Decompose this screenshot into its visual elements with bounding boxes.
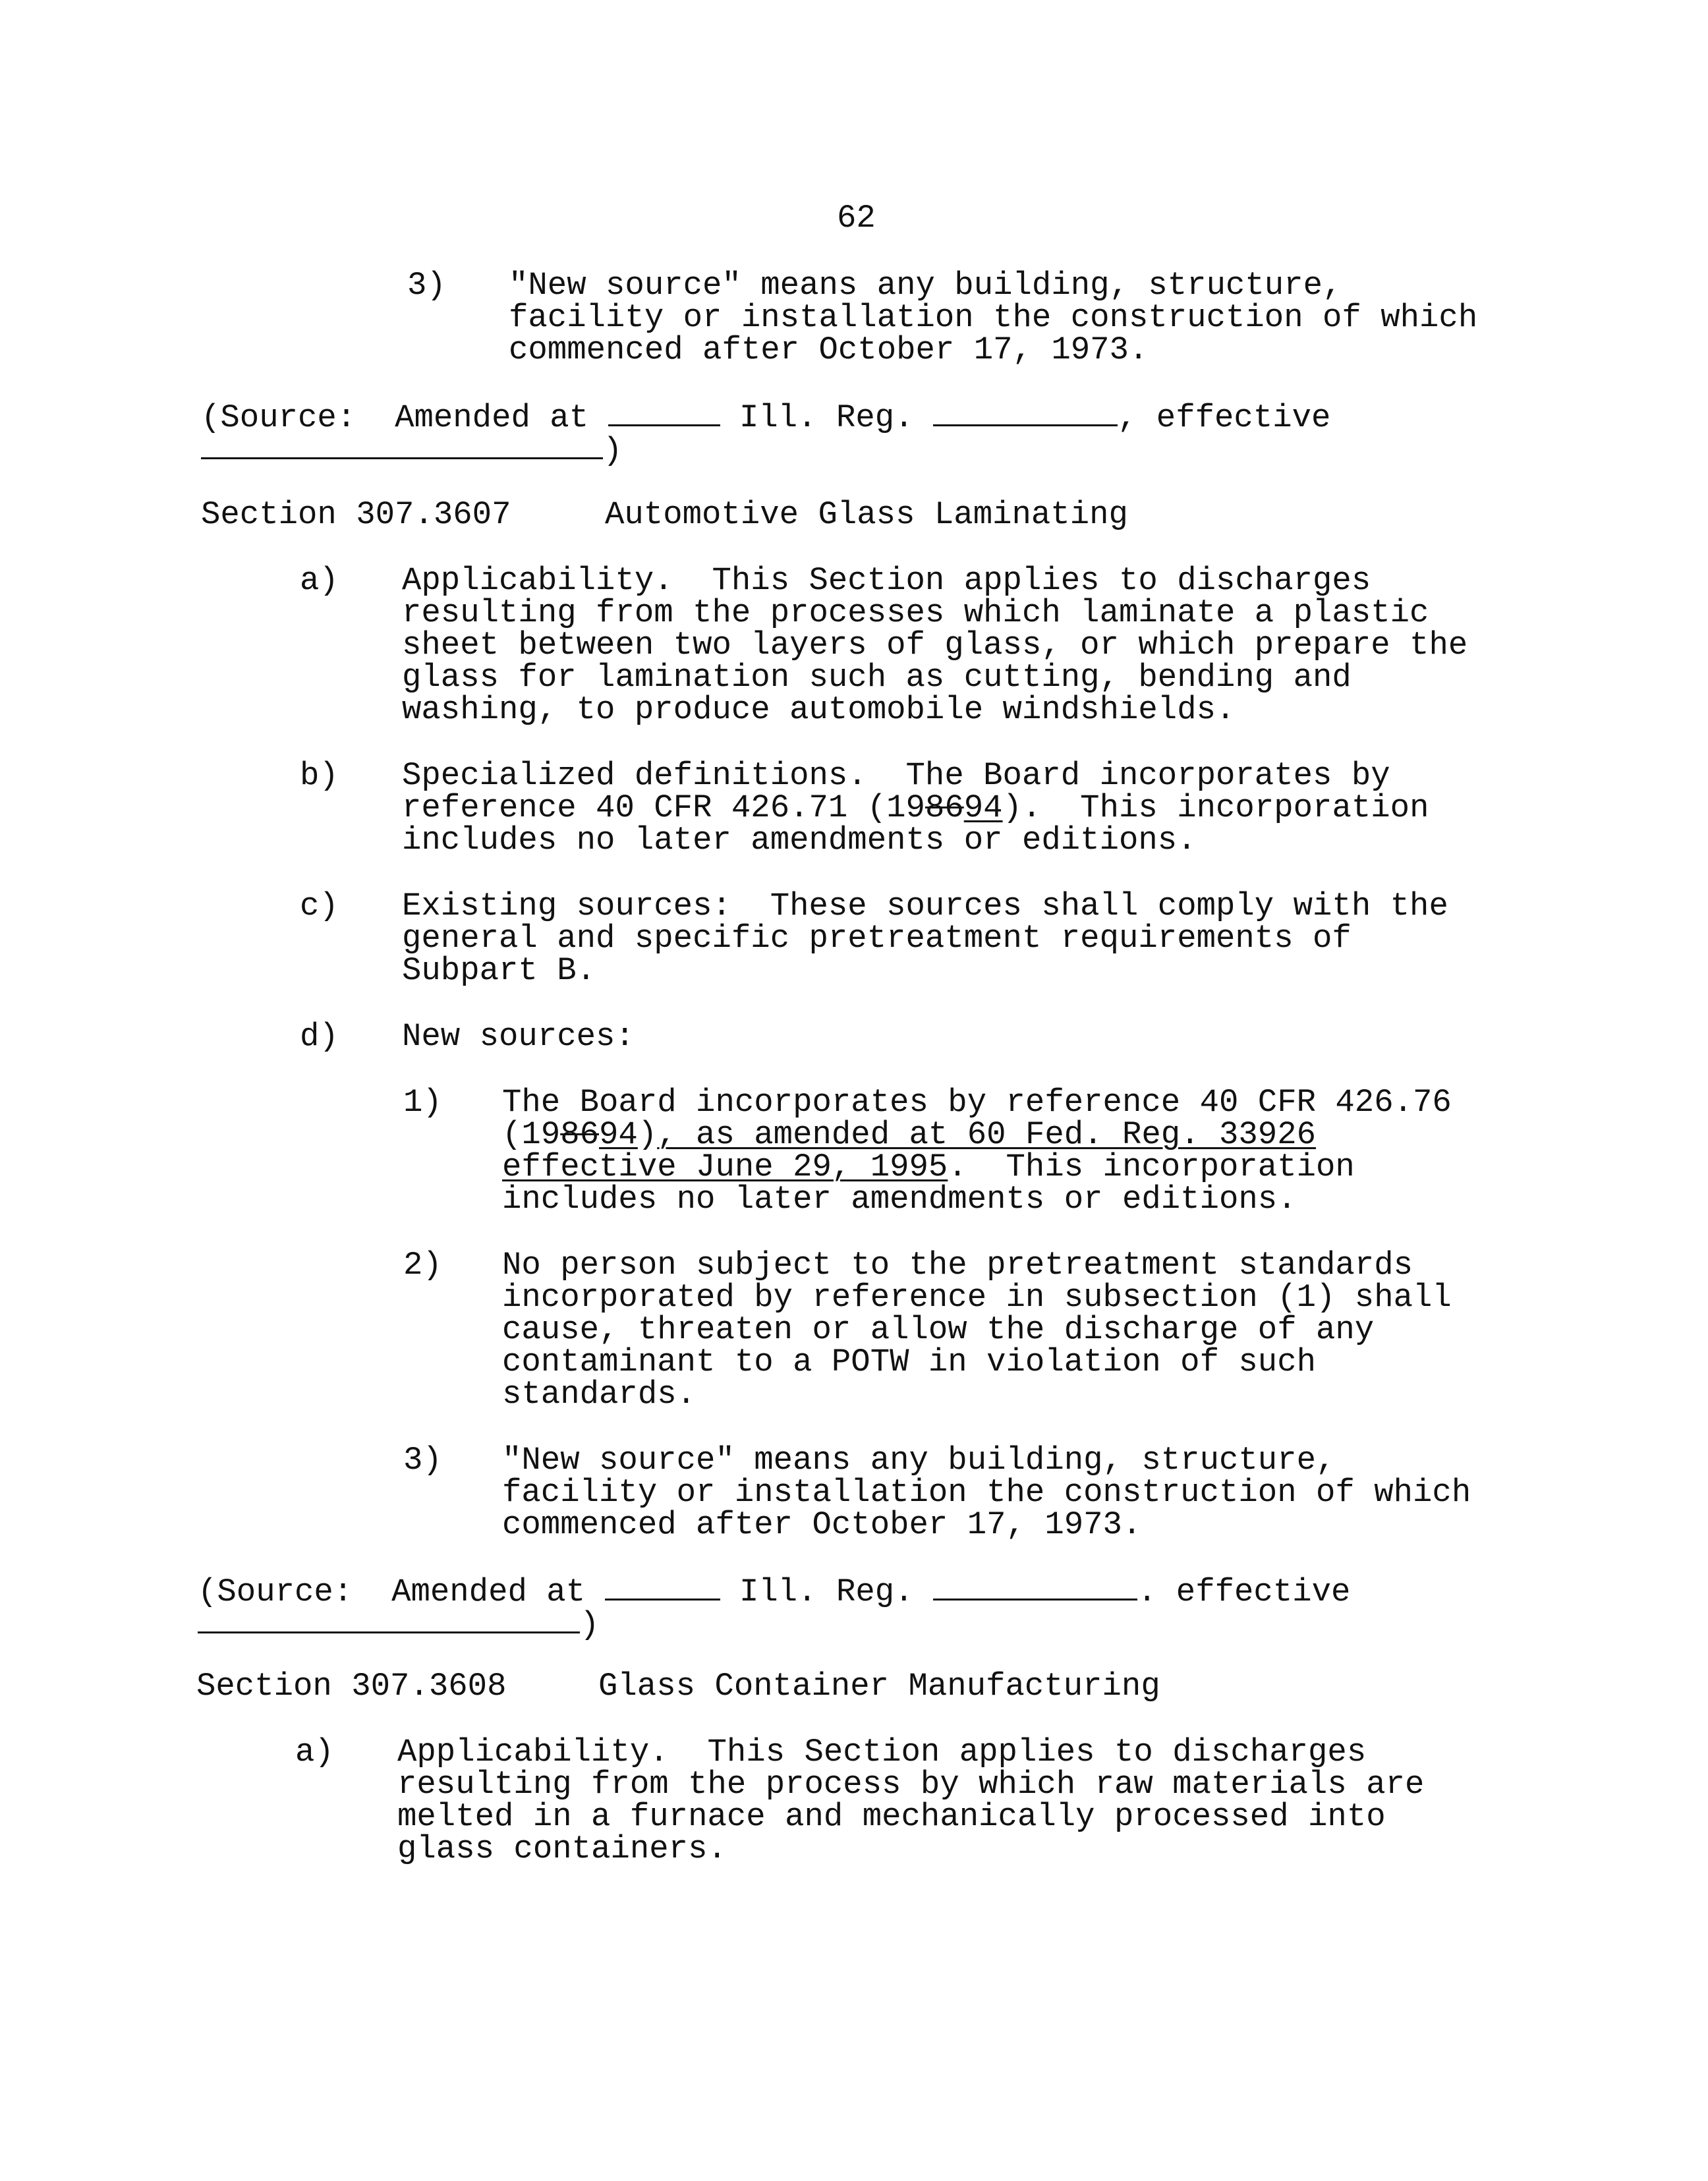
subsection-a-number: a) (300, 562, 339, 599)
d-item2-line-5: standards. (502, 1376, 697, 1413)
section-3608-title: Glass Container Manufacturing (598, 1668, 1160, 1705)
blank-volume (605, 1573, 720, 1600)
subsection-a-line-5: washing, to produce automobile windshields. (402, 691, 1236, 728)
deleted-text: 86 (560, 1116, 600, 1153)
section-3607-title: Automotive Glass Laminating (605, 496, 1128, 533)
subsection-c-line-2: general and specific pretreatment requirements of (402, 920, 1352, 957)
subsection-d-label: New sources: (402, 1018, 635, 1055)
d-item2-line-2: incorporated by reference in subsection (1) shall (502, 1279, 1452, 1316)
d-item1-line-4: includes no later amendments or editions. (502, 1181, 1297, 1218)
subsection-a-line-2: resulting from the processes which laminate a plastic (402, 594, 1429, 631)
blank-date (198, 1606, 580, 1633)
source-note-1 (201, 399, 1330, 434)
subsection-b-line-1: Specialized definitions. The Board incorporates by (402, 757, 1390, 794)
d-item3-line-3: commenced after October 17, 1973. (502, 1506, 1142, 1543)
d-item1-number: 1) (403, 1084, 442, 1121)
subsection-a-line-4: glass for lamination such as cutting, bending and (402, 659, 1352, 696)
source-amended: Amended at (395, 399, 589, 436)
source-reg: Ill. Reg. (739, 399, 914, 436)
d-item3-number: 3) (403, 1442, 442, 1479)
source-note-2 (198, 1573, 1350, 1608)
subsection-a-line-1: Applicability. This Section applies to discharges (402, 562, 1371, 599)
d-item3-line-1: "New source" means any building, structure, (502, 1442, 1336, 1479)
blank-date (201, 432, 603, 459)
d-item3-line-2: facility or installation the construction of which (502, 1474, 1471, 1511)
page-number: 62 (837, 200, 876, 237)
inserted-text: 94 (599, 1116, 638, 1153)
d-item2-line-1: No person subject to the pretreatment standards (502, 1247, 1413, 1284)
section-3608-a-line-2: resulting from the process by which raw materials are (397, 1766, 1425, 1803)
source-reg: Ill. Reg. (739, 1573, 914, 1610)
section-3608-a-number: a) (295, 1734, 334, 1770)
deleted-text: 86 (925, 789, 964, 826)
inserted-text: effective June 29, 1995 (502, 1148, 948, 1185)
d-item1-line-2: (198694), as amended at 60 Fed. Reg. 33926 (502, 1116, 1317, 1153)
blank-page (933, 399, 1118, 426)
source-effective: , effective (1118, 399, 1331, 436)
inserted-text: 94 (963, 789, 1003, 826)
d-item2-line-3: cause, threaten or allow the discharge of any (502, 1311, 1375, 1348)
section-3608-a-line-3: melted in a furnace and mechanically processed into (397, 1798, 1386, 1835)
source-note-1-date: ) (201, 432, 622, 467)
subsection-b-line-3: includes no later amendments or editions. (402, 822, 1197, 859)
section-3608-a-line-1: Applicability. This Section applies to discharges (397, 1734, 1367, 1770)
source-prefix: (Source: (198, 1573, 353, 1610)
subsection-c-line-3: Subpart B. (402, 952, 596, 989)
source-effective: . effective (1137, 1573, 1351, 1610)
d-item2-number: 2) (403, 1247, 442, 1284)
top-item3-line-2: facility or installation the construction of which (509, 299, 1478, 336)
top-item3-line-3: commenced after October 17, 1973. (509, 331, 1149, 368)
inserted-text: , as amended at 60 Fed. Reg. 33926 (657, 1116, 1317, 1153)
d-item1-line-3: effective June 29, 1995. This incorporation (502, 1148, 1355, 1185)
subsection-a-line-3: sheet between two layers of glass, or which prepare the (402, 627, 1468, 664)
top-item3-line-1: "New source" means any building, structure, (509, 267, 1342, 304)
subsection-c-line-1: Existing sources: These sources shall comply with the (402, 888, 1448, 924)
source-prefix: (Source: (201, 399, 356, 436)
blank-volume (608, 399, 720, 426)
section-3608-a-line-4: glass containers. (397, 1830, 727, 1867)
source-amended: Amended at (391, 1573, 586, 1610)
section-3607-number: Section 307.3607 (201, 496, 511, 533)
subsection-b-line-2: reference 40 CFR 426.71 (198694). This incorporation (402, 789, 1429, 826)
subsection-d-number: d) (300, 1018, 339, 1055)
subsection-b-number: b) (300, 757, 339, 794)
d-item1-line-1: The Board incorporates by reference 40 CFR 426.76 (502, 1084, 1452, 1121)
top-item3-number: 3) (407, 267, 446, 304)
section-3608-number: Section 307.3608 (196, 1668, 507, 1705)
subsection-c-number: c) (300, 888, 339, 924)
source-note-2-date: ) (198, 1606, 599, 1641)
blank-page (933, 1573, 1137, 1600)
d-item2-line-4: contaminant to a POTW in violation of such (502, 1344, 1317, 1380)
